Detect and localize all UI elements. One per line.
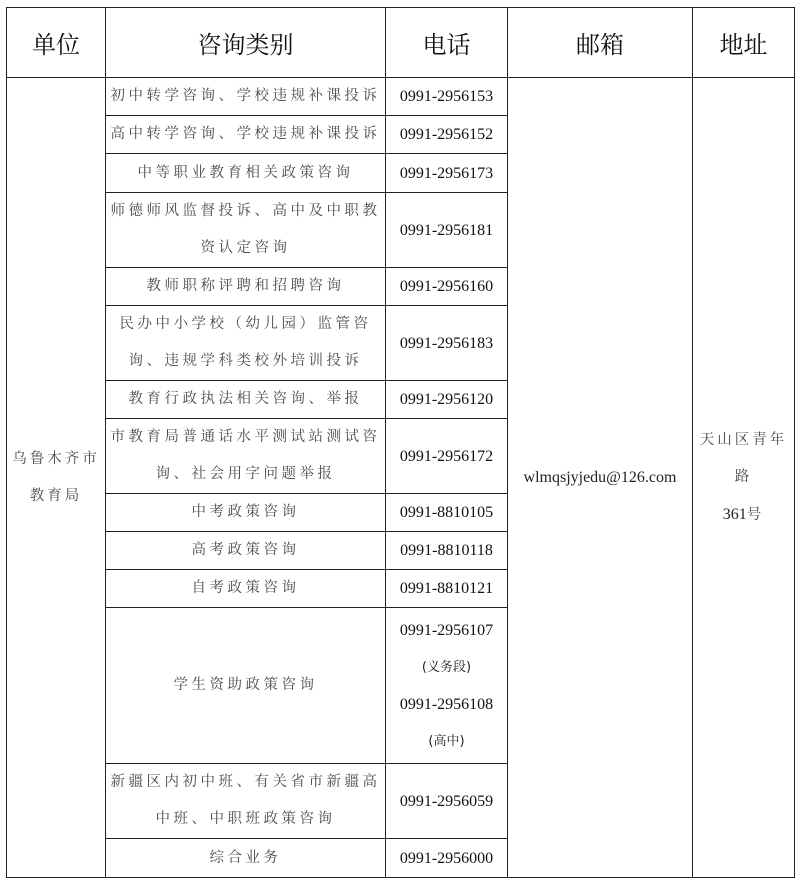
category-cell: 学生资助政策咨询 [106, 608, 386, 764]
phone-cell[interactable]: 0991-2956160 [386, 268, 508, 306]
header-category: 咨询类别 [106, 8, 386, 78]
phone-number[interactable]: 0991-2956107 [399, 621, 494, 639]
header-row [7, 8, 795, 78]
category-cell: 民办中小学校（幼儿园）监管咨询、违规学科类校外培训投诉 [106, 306, 386, 381]
phone-cell[interactable]: 0991-2956000 [386, 839, 508, 878]
phone-cell [386, 608, 508, 764]
category-cell: 中考政策咨询 [106, 494, 386, 532]
email-cell[interactable]: wlmqsjyjedu@126.com [508, 78, 693, 878]
category-cell: 高中转学咨询、学校违规补课投诉 [106, 116, 386, 154]
category-cell: 师德师风监督投诉、高中及中职教资认定咨询 [106, 193, 386, 268]
phone-cell[interactable]: 0991-2956120 [386, 381, 508, 419]
category-cell: 市教育局普通话水平测试站测试咨询、社会用字问题举报 [106, 419, 386, 494]
phone-cell[interactable]: 0991-2956152 [386, 116, 508, 154]
phone-cell[interactable]: 0991-2956173 [386, 154, 508, 193]
phone-note-2: (高中) [428, 733, 465, 749]
category-cell: 教师职称评聘和招聘咨询 [106, 268, 386, 306]
header-phone: 电话 [386, 8, 508, 78]
category-cell: 初中转学咨询、学校违规补课投诉 [106, 78, 386, 116]
phone-number-2[interactable]: 0991-2956108 [399, 695, 494, 713]
header-unit: 单位 [7, 8, 106, 78]
category-cell: 高考政策咨询 [106, 532, 386, 570]
phone-note: (义务段) [421, 659, 472, 675]
phone-cell[interactable]: 0991-2956183 [386, 306, 508, 381]
address-suffix: 号 [746, 506, 765, 523]
phone-cell[interactable]: 0991-2956172 [386, 419, 508, 494]
contact-table [6, 7, 795, 878]
phone-cell[interactable]: 0991-8810105 [386, 494, 508, 532]
address-cell [693, 78, 795, 878]
header-address: 地址 [693, 8, 795, 78]
address-line1: 天山区青年路 [699, 431, 788, 485]
table-row [7, 78, 795, 116]
category-cell: 综合业务 [106, 839, 386, 878]
category-cell: 教育行政执法相关咨询、举报 [106, 381, 386, 419]
unit-cell: 乌鲁木齐市教育局 [7, 78, 106, 878]
phone-cell[interactable]: 0991-2956181 [386, 193, 508, 268]
phone-cell[interactable]: 0991-8810121 [386, 570, 508, 608]
category-cell: 自考政策咨询 [106, 570, 386, 608]
category-cell: 新疆区内初中班、有关省市新疆高中班、中职班政策咨询 [106, 764, 386, 839]
category-cell: 中等职业教育相关政策咨询 [106, 154, 386, 193]
phone-cell[interactable]: 0991-2956153 [386, 78, 508, 116]
address-number: 361 [722, 505, 747, 523]
header-email: 邮箱 [508, 8, 693, 78]
phone-cell[interactable]: 0991-8810118 [386, 532, 508, 570]
phone-cell[interactable]: 0991-2956059 [386, 764, 508, 839]
